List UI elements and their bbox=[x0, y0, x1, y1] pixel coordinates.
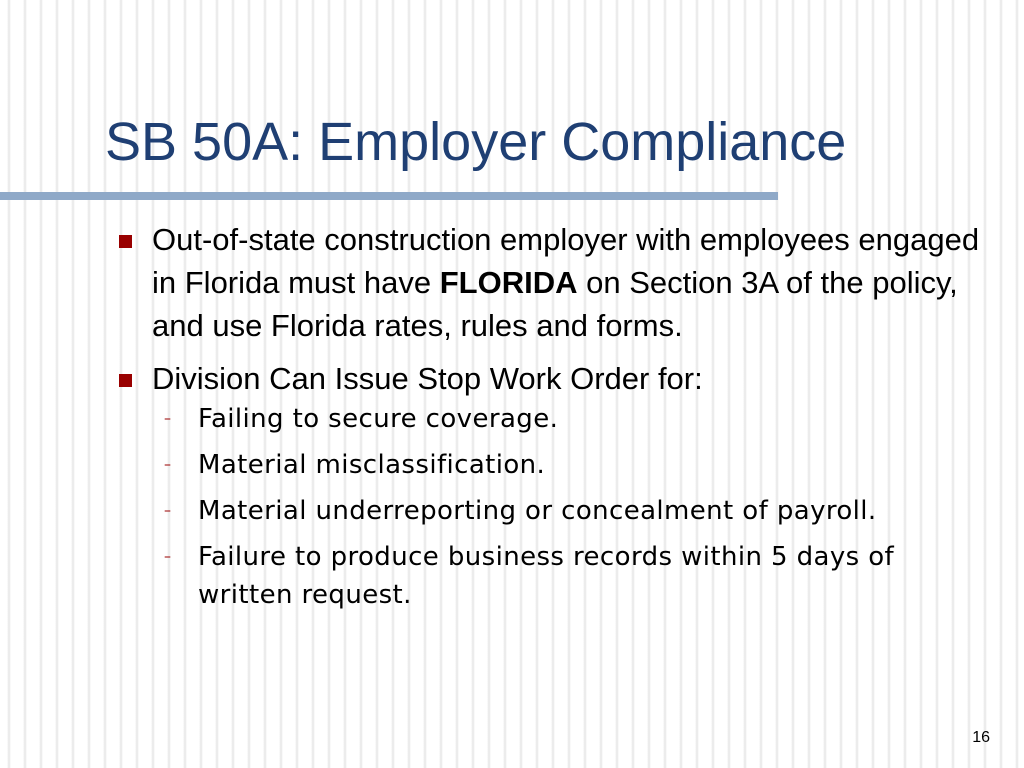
sub-bullet-text: Material misclassification. bbox=[198, 450, 546, 480]
title-divider bbox=[0, 192, 778, 200]
bullet-text-part: Out-of-state construction employer with employees engaged in Florida must have bbox=[152, 222, 980, 300]
dash-bullet-icon: – bbox=[164, 503, 171, 519]
dash-bullet-icon: – bbox=[164, 549, 171, 565]
sub-bullet-item bbox=[110, 446, 990, 484]
slide-title: SB 50A: Employer Compliance bbox=[105, 112, 847, 172]
sub-bullet-item bbox=[110, 538, 990, 614]
bullet-bold-text: FLORIDA bbox=[439, 265, 578, 300]
sub-bullet-list bbox=[110, 400, 990, 614]
bullet-list bbox=[110, 218, 990, 614]
bullet-item-2 bbox=[110, 357, 990, 400]
sub-bullet-item bbox=[110, 492, 990, 530]
bullet-text-part: on Section 3A of the policy, and use Florida rates, rules and forms. bbox=[152, 265, 958, 343]
dash-bullet-icon: – bbox=[164, 411, 171, 427]
sub-bullet-text: Failing to secure coverage. bbox=[198, 404, 559, 434]
square-bullet-icon bbox=[119, 235, 132, 248]
sub-bullet-text: Material underreporting or concealment of payroll. bbox=[198, 496, 877, 526]
slide-number: 16 bbox=[972, 729, 990, 746]
bullet-text bbox=[152, 218, 990, 347]
bullet-text: Division Can Issue Stop Work Order for: bbox=[152, 361, 703, 396]
dash-bullet-icon: – bbox=[164, 457, 171, 473]
bullet-item-1 bbox=[110, 218, 990, 347]
square-bullet-icon bbox=[119, 374, 132, 387]
sub-bullet-item bbox=[110, 400, 990, 438]
sub-bullet-text: Failure to produce business records within 5 days of written request. bbox=[198, 542, 895, 610]
